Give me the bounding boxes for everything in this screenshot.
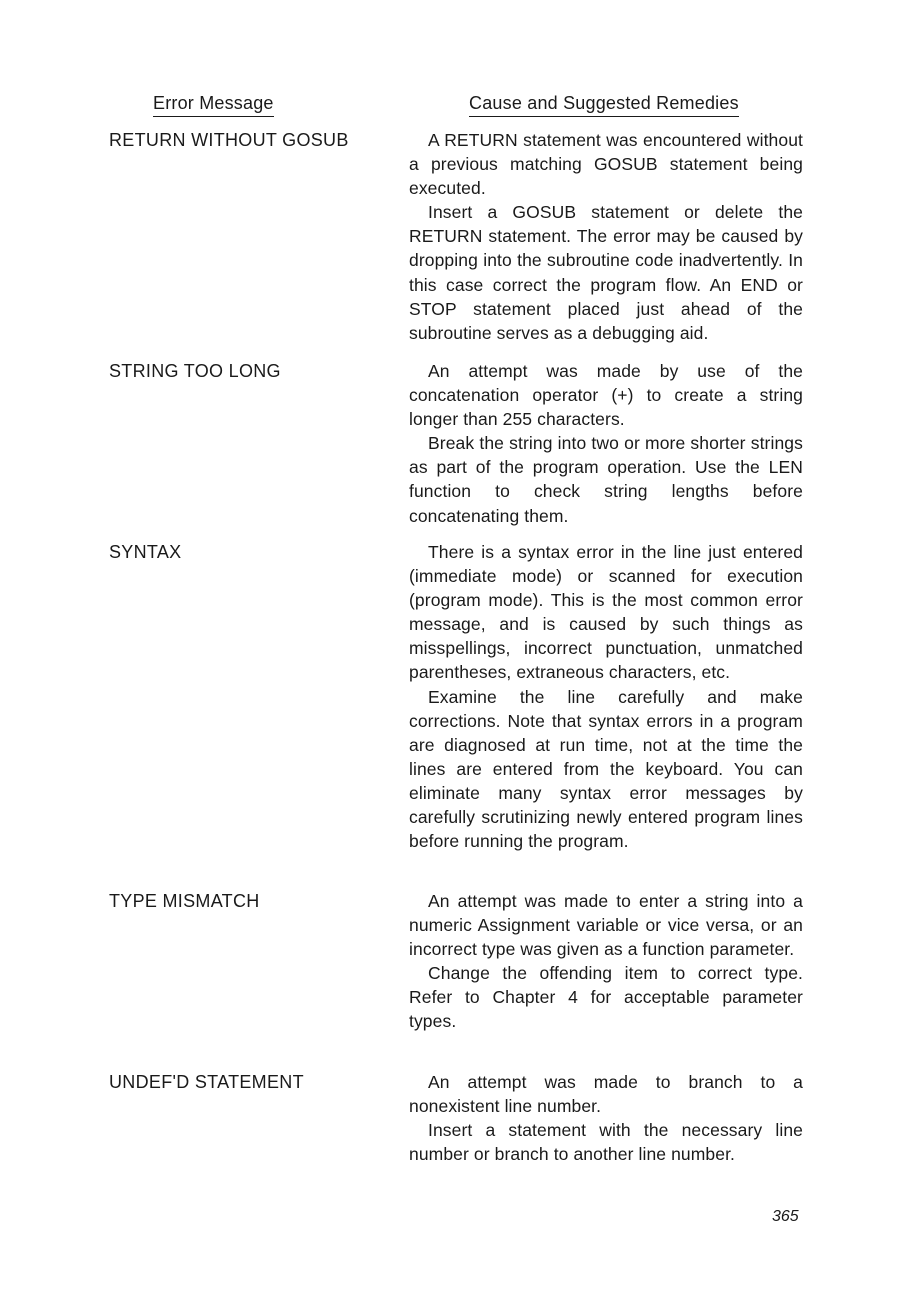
cause-paragraph: An attempt was made by use of the concatenation operator (+) to create a string longer than 255 characters. xyxy=(409,361,803,430)
cause-paragraph: An attempt was made to enter a string into a numeric Assignment variable or vice versa, or an incorrect type was given as a function parameter. xyxy=(409,891,803,960)
page-number: 365 xyxy=(772,1208,799,1225)
remedy-paragraph: Insert a statement with the necessary line number or branch to another line number. xyxy=(409,1120,803,1165)
error-name: SYNTAX xyxy=(109,542,182,562)
error-description xyxy=(409,128,803,345)
error-name: STRING TOO LONG xyxy=(109,361,281,381)
remedy-paragraph: Break the string into two or more shorter strings as part of the program operation. Use the LEN function to check string lengths before concatenating them. xyxy=(409,433,803,526)
remedy-paragraph: Examine the line carefully and make corrections. Note that syntax errors in a program are diagnosed at run time, not at the time the lines are entered from the keyboard. You can eliminate many syntax error messages by carefully scrutinizing newly entered program lines before running the program. xyxy=(409,686,803,852)
error-name: TYPE MISMATCH xyxy=(109,891,260,911)
error-name: UNDEF'D STATEMENT xyxy=(109,1072,304,1092)
error-description xyxy=(409,1070,803,1166)
error-name: RETURN WITHOUT GOSUB xyxy=(109,130,349,150)
remedies-column-header: Cause and Suggested Remedies xyxy=(469,91,739,117)
error-description xyxy=(409,540,803,853)
cause-paragraph: There is a syntax error in the line just entered (immediate mode) or scanned for execution (program mode). This is the most common error message, and is caused by such things as misspellings, incorrect punctuation, unmatched parentheses, extraneous characters, etc. xyxy=(409,542,803,683)
remedy-paragraph: Change the offending item to correct type. Refer to Chapter 4 for acceptable parameter types. xyxy=(409,963,803,1032)
error-description xyxy=(409,889,803,1034)
cause-paragraph: An attempt was made to branch to a nonexistent line number. xyxy=(409,1072,803,1117)
error-description xyxy=(409,359,803,528)
remedy-paragraph: Insert a GOSUB statement or delete the RETURN statement. The error may be caused by dropping into the subroutine code inadvertently. In this case correct the program flow. An END or STOP statement placed just ahead of the subroutine serves as a debugging aid. xyxy=(409,202,803,343)
cause-paragraph: A RETURN statement was encountered without a previous matching GOSUB statement being executed. xyxy=(409,130,803,199)
error-message-column-header: Error Message xyxy=(153,91,274,117)
